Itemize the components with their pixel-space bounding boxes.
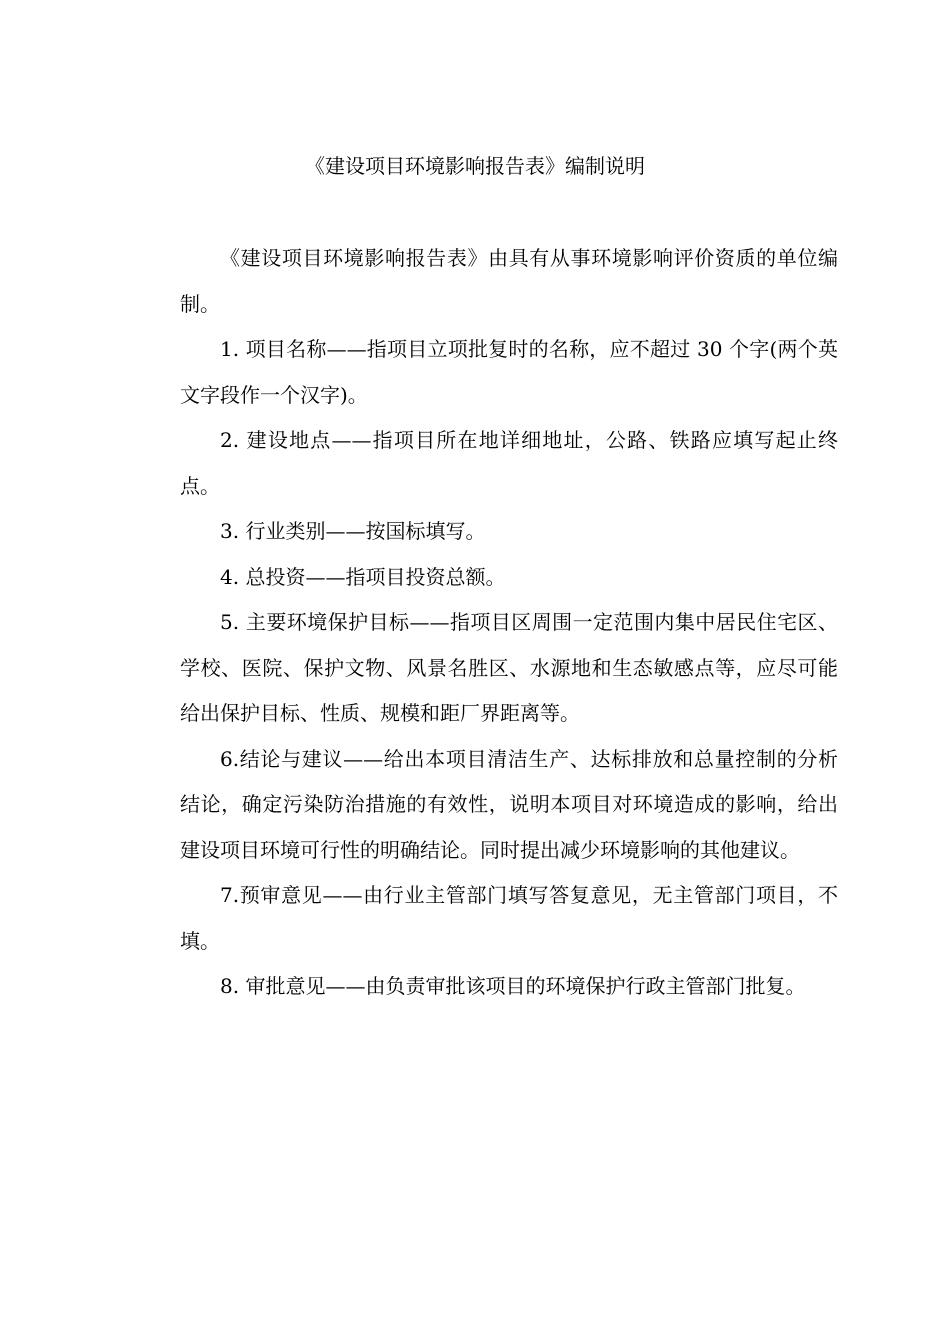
item-4-total-investment: 4. 总投资——指项目投资总额。 <box>220 564 506 589</box>
item-8-approval-opinion: 8. 审批意见——由负责审批该项目的环境保护行政主管部门批复。 <box>220 974 806 998</box>
document-body <box>180 236 838 1010</box>
item-2-construction-site: 2. 建设地点——指项目所在地详细地址，公路、铁路应填写起止终点。 <box>180 428 838 498</box>
item-6-conclusions: 6.结论与建议——给出本项目清洁生产、达标排放和总量控制的分析结论，确定污染防治措施的有效性，说明本项目对环境造成的影响，给出建设项目环境可行性的明确结论。同时提出减少环境影响的其他建议。 <box>180 746 838 862</box>
document-title: 《建设项目环境影响报告表》编制说明 <box>305 154 645 178</box>
item-3-industry-category: 3. 行业类别——按国标填写。 <box>220 519 486 543</box>
item-7-preliminary-review: 7.预审意见——由行业主管部门填写答复意见，无主管部门项目，不填。 <box>180 883 838 953</box>
item-1-project-name: 1. 项目名称——指项目立项批复时的名称，应不超过 30 个字(两个英文字段作一个汉字)。 <box>180 337 838 407</box>
intro-paragraph: 《建设项目环境影响报告表》由具有从事环境影响评价资质的单位编制。 <box>180 246 838 316</box>
item-5-protection-targets: 5. 主要环境保护目标——指项目区周围一定范围内集中居民住宅区、学校、医院、保护文物、风景名胜区、水源地和生态敏感点等，应尽可能给出保护目标、性质、规模和距厂界距离等。 <box>180 610 838 725</box>
